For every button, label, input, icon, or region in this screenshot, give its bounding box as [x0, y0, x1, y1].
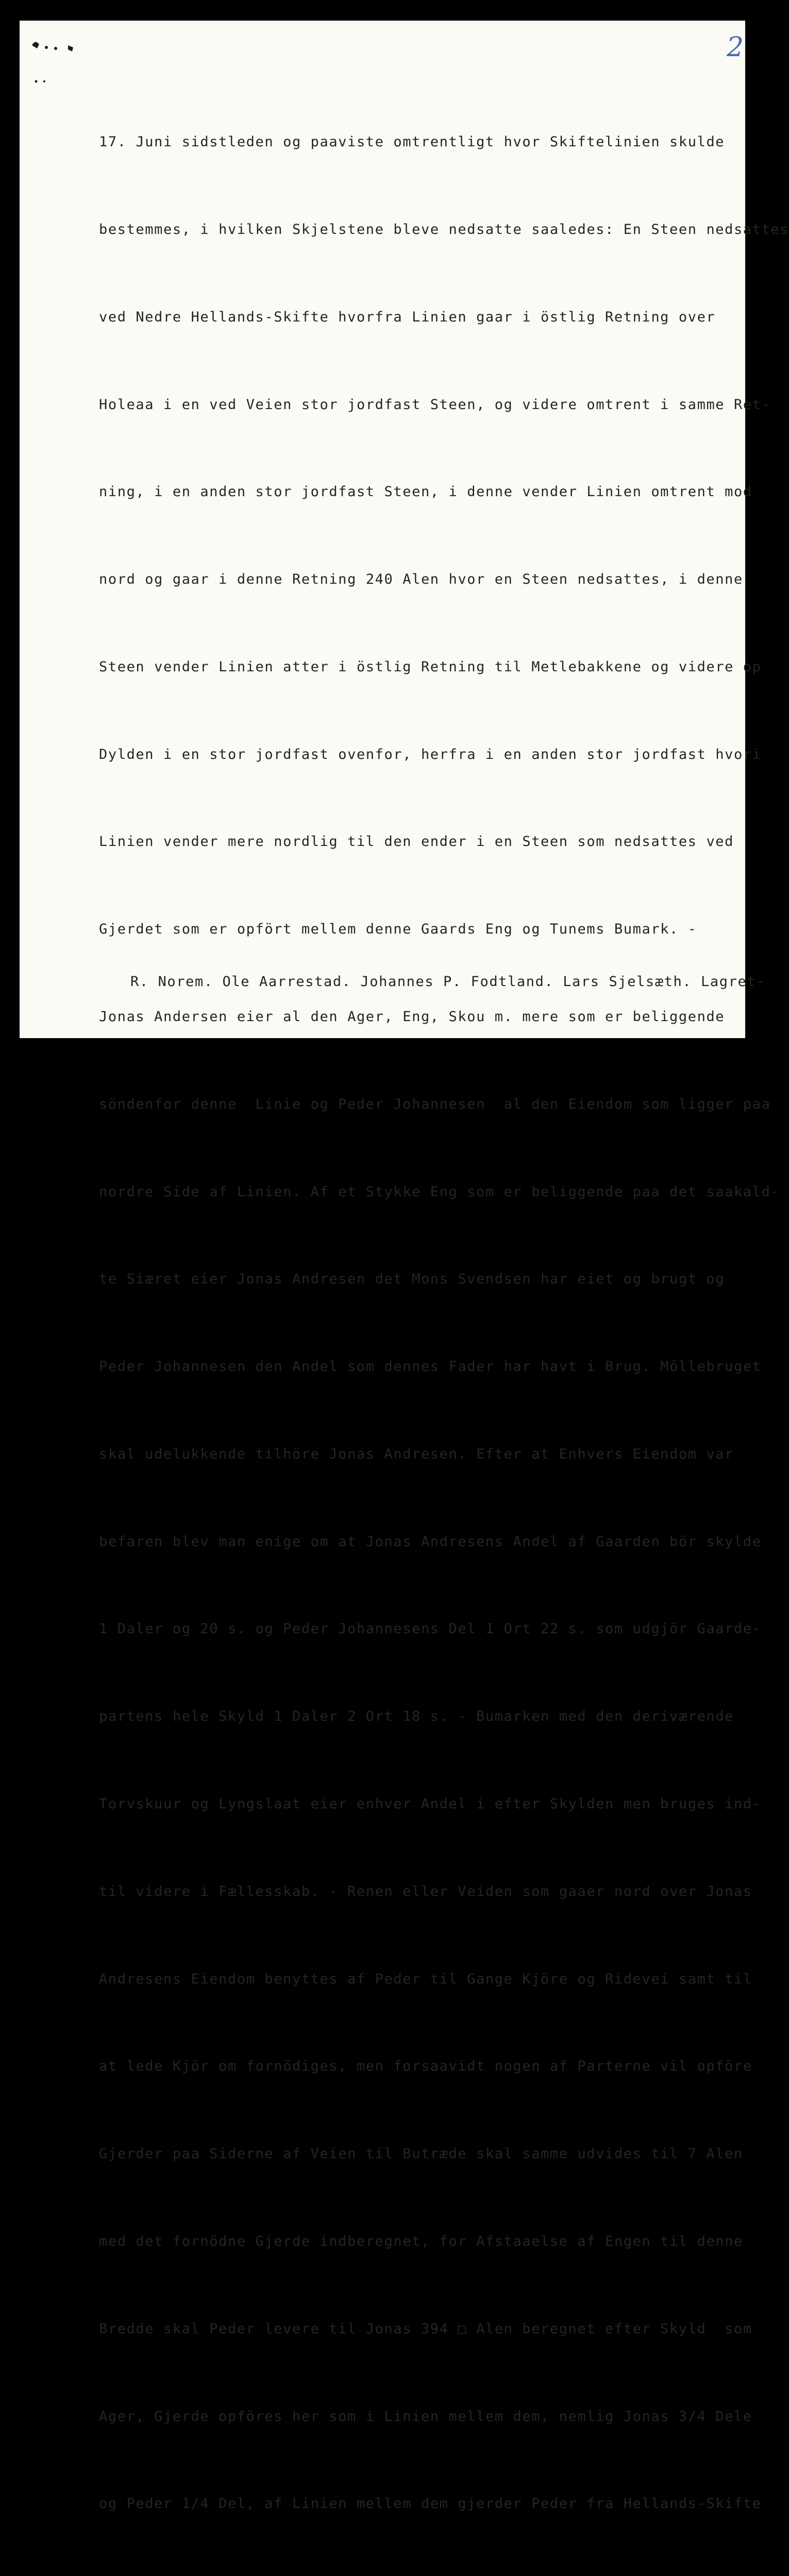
text-line: Steen vender Linien atter i östlig Retning til Metlebakkene og videre op: [99, 658, 762, 675]
text-line: Torvskuur og Lyngslaat eier enhver Andel i efter Skylden men bruges ind-: [99, 1796, 762, 1812]
text-line: at lede Kjör om fornödiges, men forsaavidt nogen af Parterne vil opföre: [99, 2058, 752, 2075]
text-line: med det fornödne Gjerde indberegnet, for Afstaaelse af Engen til denne: [99, 2233, 743, 2249]
page-number: 2: [727, 32, 744, 63]
text-line: Andresens Eiendom benyttes af Peder til Gange Kjöre og Ridevei samt til: [99, 1971, 752, 1987]
text-line: ved Nedre Hellands-Skifte hvorfra Linien gaar i östlig Retning over: [99, 309, 716, 325]
text-line: te Siæret eier Jonas Andresen det Mons Svendsen har eiet og brugt og: [99, 1271, 725, 1287]
text-line: ning, i en anden stor jordfast Steen, i denne vender Linien omtrent mod: [99, 484, 752, 500]
text-line: til videre i Fællesskab. - Renen eller Veiden som gaaer nord over Jonas: [99, 1883, 752, 1900]
text-line: nordre Side af Linien. Af et Stykke Eng som er beliggende paa det saakald-: [99, 1183, 780, 1200]
ink-marks: [27, 30, 104, 81]
signatures-line: R. Norem. Ole Aarrestad. Johannes P. Fodtland. Lars Sjelsæth. Lagret-: [130, 974, 766, 990]
text-line: söndenfor denne Linie og Peder Johannesen al den Eiendom som ligger paa: [99, 1096, 771, 1112]
text-line: Holeaa i en ved Veien stor jordfast Steen, og videre omtrent i samme Ret-: [99, 396, 771, 413]
text-line: 17. Juni sidstleden og paaviste omtrentligt hvor Skiftelinien skulde: [99, 134, 725, 150]
text-line: Peder Johannesen den Andel som dennes Fader har havt i Brug. Möllebruget: [99, 1359, 762, 1375]
text-line: bestemmes, i hvilken Skjelstene bleve nedsatte saaledes: En Steen nedsattes: [99, 221, 789, 238]
text-line: skal udelukkende tilhöre Jonas Andresen. Efter at Enhvers Eiendom var: [99, 1446, 734, 1462]
text-line: og Peder 1/4 Del, af Linien mellem dem gjerder Peder fra Hellands-Skifte: [99, 2496, 762, 2512]
text-line: Gjerder paa Siderne af Veien til Butræde skal samme udvides til 7 Alen: [99, 2146, 743, 2162]
text-line: Jonas Andersen eier al den Ager, Eng, Skou m. mere som er beliggende: [99, 1009, 725, 1025]
text-line: partens hele Skyld 1 Daler 2 Ort 18 s. - Bumarken med den deriværende: [99, 1708, 734, 1725]
document-page: [20, 21, 789, 2512]
text-line: Linien vender mere nordlig til den ender i en Steen som nedsattes ved: [99, 834, 734, 850]
text-line: Gjerdet som er opfört mellem denne Gaards Eng og Tunems Bumark. -: [99, 921, 697, 938]
text-line: Ager, Gjerde opföres her som i Linien mellem dem, nemlig Jonas 3/4 Dele: [99, 2408, 752, 2425]
text-line: Dylden i en stor jordfast ovenfor, herfra i en anden stor jordfast hvori: [99, 746, 762, 762]
body-text: [99, 70, 789, 2576]
text-line: Bredde skal Peder levere til Jonas 394 □ Alen beregnet efter Skyld som: [99, 2320, 752, 2337]
text-line: befaren blev man enige om at Jonas Andresens Andel af Gaarden bör skylde: [99, 1533, 762, 1550]
text-line: nord og gaar i denne Retning 240 Alen hvor en Steen nedsattes, i denne: [99, 571, 743, 588]
text-line: 1 Daler og 20 s. og Peder Johannesens Del 1 Ort 22 s. som udgjör Gaarde-: [99, 1621, 762, 1637]
